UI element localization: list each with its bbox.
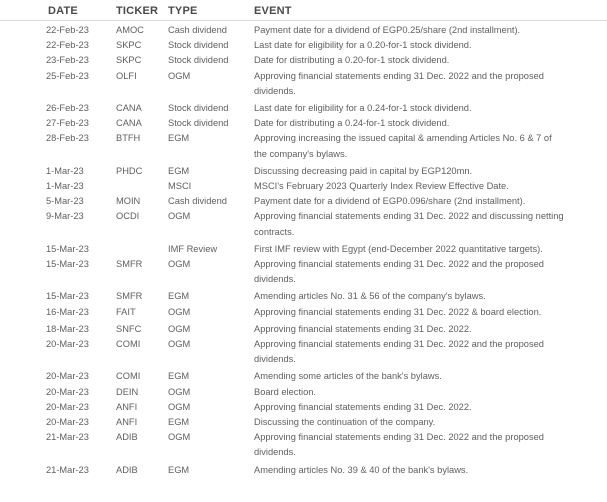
ticker-cell: COMI <box>116 339 141 350</box>
table-row <box>0 415 607 430</box>
ticker-cell: ADIB <box>116 464 138 475</box>
event-cell: Board election. <box>254 386 317 397</box>
ticker-column-header: TICKER <box>116 5 159 17</box>
ticker-cell: AMOC <box>116 25 144 35</box>
date-cell: 20-Mar-23 <box>46 386 89 397</box>
event-cell: Payment date for a dividend of EGP0.096/share (2nd installment). <box>254 196 526 207</box>
date-cell: 20-Mar-23 <box>46 417 89 428</box>
type-cell: Stock dividend <box>168 103 229 114</box>
table-row <box>0 209 607 239</box>
event-cell: Approving financial statements ending 31 Dec. 2022 & board election. <box>254 306 542 317</box>
table-row <box>0 430 607 460</box>
ticker-cell: SKPC <box>116 40 142 51</box>
type-cell: Stock dividend <box>168 40 229 51</box>
date-cell: 23-Feb-23 <box>46 55 89 66</box>
date-column-header: DATE <box>48 5 78 17</box>
event-cell: Approving financial statements ending 31 Dec. 2022 and the proposed dividends. <box>254 432 544 458</box>
type-cell: IMF Review <box>168 243 218 254</box>
type-cell: OGM <box>168 259 191 270</box>
date-cell: 16-Mar-23 <box>46 306 89 317</box>
ticker-cell: FAIT <box>116 306 136 317</box>
table-row <box>0 179 607 194</box>
type-cell: OGM <box>168 432 191 443</box>
event-cell: Date for distributing a 0.20-for-1 stock dividend. <box>254 55 450 66</box>
date-cell: 18-Mar-23 <box>46 323 89 334</box>
table-row <box>0 369 607 384</box>
ticker-cell: SNFC <box>116 323 142 334</box>
type-cell: OGM <box>168 339 191 350</box>
table-body <box>0 23 607 478</box>
table-row <box>0 116 607 131</box>
date-cell: 15-Mar-23 <box>46 291 89 302</box>
date-cell: 25-Feb-23 <box>46 70 89 81</box>
table-row <box>0 23 607 38</box>
date-cell: 5-Mar-23 <box>46 196 84 207</box>
ticker-cell: ANFI <box>116 401 138 412</box>
table-header <box>0 2 607 21</box>
type-cell: OGM <box>168 323 191 334</box>
type-cell: OGM <box>168 386 191 397</box>
date-cell: 28-Feb-23 <box>46 133 89 144</box>
table-row <box>0 38 607 53</box>
table-row <box>0 289 607 304</box>
table-row <box>0 69 607 99</box>
ticker-cell: SKPC <box>116 55 142 66</box>
table-row <box>0 337 607 367</box>
event-cell: MSCI's February 2023 Quarterly Index Review Effective Date. <box>254 181 509 192</box>
date-cell: 15-Mar-23 <box>46 243 89 254</box>
date-cell: 1-Mar-23 <box>46 165 84 176</box>
event-cell: Amending articles No. 31 & 56 of the company's bylaws. <box>254 291 486 302</box>
table-row <box>0 53 607 68</box>
date-cell: 22-Feb-23 <box>46 40 89 51</box>
event-cell: Approving financial statements ending 31 Dec. 2022. <box>254 323 472 334</box>
date-cell: 15-Mar-23 <box>46 259 89 270</box>
type-cell: EGM <box>168 133 190 144</box>
event-cell: Last date for eligibility for a 0.20-for-1 stock dividend. <box>254 40 472 51</box>
table-row <box>0 101 607 116</box>
type-cell: EGM <box>168 371 190 382</box>
type-column-header: TYPE <box>168 5 198 17</box>
event-cell: Approving financial statements ending 31 Dec. 2022. <box>254 401 472 412</box>
type-cell: Cash dividend <box>168 25 227 35</box>
table-row <box>0 257 607 287</box>
date-cell: 22-Feb-23 <box>46 25 89 35</box>
type-cell: OGM <box>168 211 191 222</box>
table-row <box>0 400 607 415</box>
ticker-cell: DEIN <box>116 386 139 397</box>
table-row <box>0 305 607 320</box>
event-cell: Discussing the continuation of the company. <box>254 417 436 428</box>
event-cell: Amending some articles of the bank's bylaws. <box>254 371 442 382</box>
type-cell: Stock dividend <box>168 118 229 129</box>
type-cell: EGM <box>168 165 190 176</box>
ticker-cell: OLFI <box>116 70 137 81</box>
ticker-cell: BTFH <box>116 133 141 144</box>
ticker-cell: ANFI <box>116 417 138 428</box>
ticker-cell: CANA <box>116 118 142 129</box>
date-cell: 27-Feb-23 <box>46 118 89 129</box>
event-cell: Amending articles No. 39 & 40 of the bank's bylaws. <box>254 464 469 475</box>
event-column-header: EVENT <box>254 5 292 17</box>
ticker-cell: CANA <box>116 103 142 114</box>
type-cell: EGM <box>168 417 190 428</box>
date-cell: 20-Mar-23 <box>46 339 89 350</box>
table-row <box>0 131 607 161</box>
date-cell: 9-Mar-23 <box>46 211 84 222</box>
ticker-cell: ADIB <box>116 432 138 443</box>
date-cell: 21-Mar-23 <box>46 464 89 475</box>
date-cell: 20-Mar-23 <box>46 401 89 412</box>
event-cell: Approving financial statements ending 31 Dec. 2022 and the proposed dividends. <box>254 259 544 285</box>
type-cell: OGM <box>168 70 191 81</box>
table-row <box>0 463 607 478</box>
table-row <box>0 164 607 179</box>
type-cell: Cash dividend <box>168 196 227 207</box>
event-cell: Payment date for a dividend of EGP0.25/share (2nd installment). <box>254 25 521 35</box>
date-cell: 26-Feb-23 <box>46 103 89 114</box>
type-cell: Stock dividend <box>168 55 229 66</box>
type-cell: EGM <box>168 291 190 302</box>
ticker-cell: MOIN <box>116 196 141 207</box>
event-cell: Last date for eligibility for a 0.24-for-1 stock dividend. <box>254 103 472 114</box>
ticker-cell: SMFR <box>116 291 143 302</box>
table-row <box>0 194 607 209</box>
event-cell: First IMF review with Egypt (end-December 2022 quantitative targets). <box>254 243 543 254</box>
ticker-cell: COMI <box>116 371 141 382</box>
table-row <box>0 242 607 257</box>
table-row <box>0 322 607 337</box>
type-cell: OGM <box>168 401 191 412</box>
ticker-cell: PHDC <box>116 165 143 176</box>
date-cell: 1-Mar-23 <box>46 181 84 192</box>
event-cell: Approving financial statements ending 31 Dec. 2022 and discussing netting contracts. <box>254 211 564 237</box>
date-cell: 21-Mar-23 <box>46 432 89 443</box>
type-cell: EGM <box>168 464 190 475</box>
event-cell: Approving financial statements ending 31 Dec. 2022 and the proposed dividends. <box>254 70 544 96</box>
event-cell: Approving financial statements ending 31 Dec. 2022 and the proposed dividends. <box>254 339 544 365</box>
ticker-cell: SMFR <box>116 259 143 270</box>
type-cell: MSCI <box>168 181 192 192</box>
ticker-cell: OCDI <box>116 211 140 222</box>
table-row <box>0 385 607 400</box>
event-cell: Approving increasing the issued capital & amending Articles No. 6 & 7 of the company's bylaws. <box>254 133 552 159</box>
date-cell: 20-Mar-23 <box>46 371 89 382</box>
type-cell: OGM <box>168 306 191 317</box>
event-cell: Discussing decreasing paid in capital by EGP120mn. <box>254 165 473 176</box>
event-cell: Date for distributing a 0.24-for-1 stock dividend. <box>254 118 450 129</box>
